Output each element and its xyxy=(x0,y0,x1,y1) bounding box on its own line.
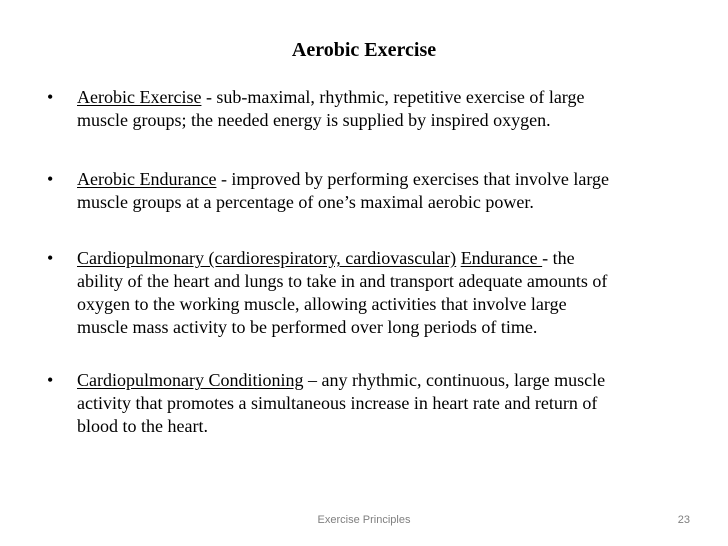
bullet-line: muscle mass activity to be performed over long periods of time. xyxy=(77,317,538,337)
bullet-marker: • xyxy=(47,248,54,268)
bullet-line: muscle groups at a percentage of one’s maximal aerobic power. xyxy=(77,192,534,212)
term-aerobic-endurance: Aerobic Endurance xyxy=(77,169,217,189)
bullet-line xyxy=(77,168,687,191)
footer-label: Exercise Principles xyxy=(317,514,411,526)
bullet-line xyxy=(77,86,687,109)
term-cardiopulmonary: Cardiopulmonary (cardiorespiratory, cardiovascular) xyxy=(77,248,457,268)
bullet-line: activity that promotes a simultaneous increase in heart rate and return of xyxy=(77,393,598,413)
bullet-line: blood to the heart. xyxy=(77,416,208,436)
term-aerobic-exercise: Aerobic Exercise xyxy=(77,87,202,107)
bullet-marker: • xyxy=(47,169,54,189)
bullet-line: muscle groups; the needed energy is supplied by inspired oxygen. xyxy=(77,110,551,130)
definition-text: - sub-maximal, rhythmic, repetitive exercise of large xyxy=(201,87,585,107)
bullet-line: oxygen to the working muscle, allowing activities that involve large xyxy=(77,294,567,314)
term-cardiopulmonary-conditioning: Cardiopulmonary Conditioning xyxy=(77,370,304,390)
bullet-line: ability of the heart and lungs to take in and transport adequate amounts of xyxy=(77,271,608,291)
bullet-text xyxy=(77,168,687,214)
bullet-text xyxy=(77,247,687,339)
bullet-marker: • xyxy=(47,87,54,107)
term-endurance: Endurance xyxy=(460,248,543,268)
bullet-line xyxy=(77,247,687,270)
bullet-marker: • xyxy=(47,370,54,390)
bullet-text xyxy=(77,369,687,438)
bullet-line xyxy=(77,369,687,392)
definition-text: - the xyxy=(542,248,575,268)
slide-title: Aerobic Exercise xyxy=(291,39,437,61)
page-number: 23 xyxy=(677,514,690,526)
definition-text: - improved by performing exercises that involve large xyxy=(216,169,609,189)
definition-text: – any rhythmic, continuous, large muscle xyxy=(303,370,606,390)
bullet-text xyxy=(77,86,687,132)
